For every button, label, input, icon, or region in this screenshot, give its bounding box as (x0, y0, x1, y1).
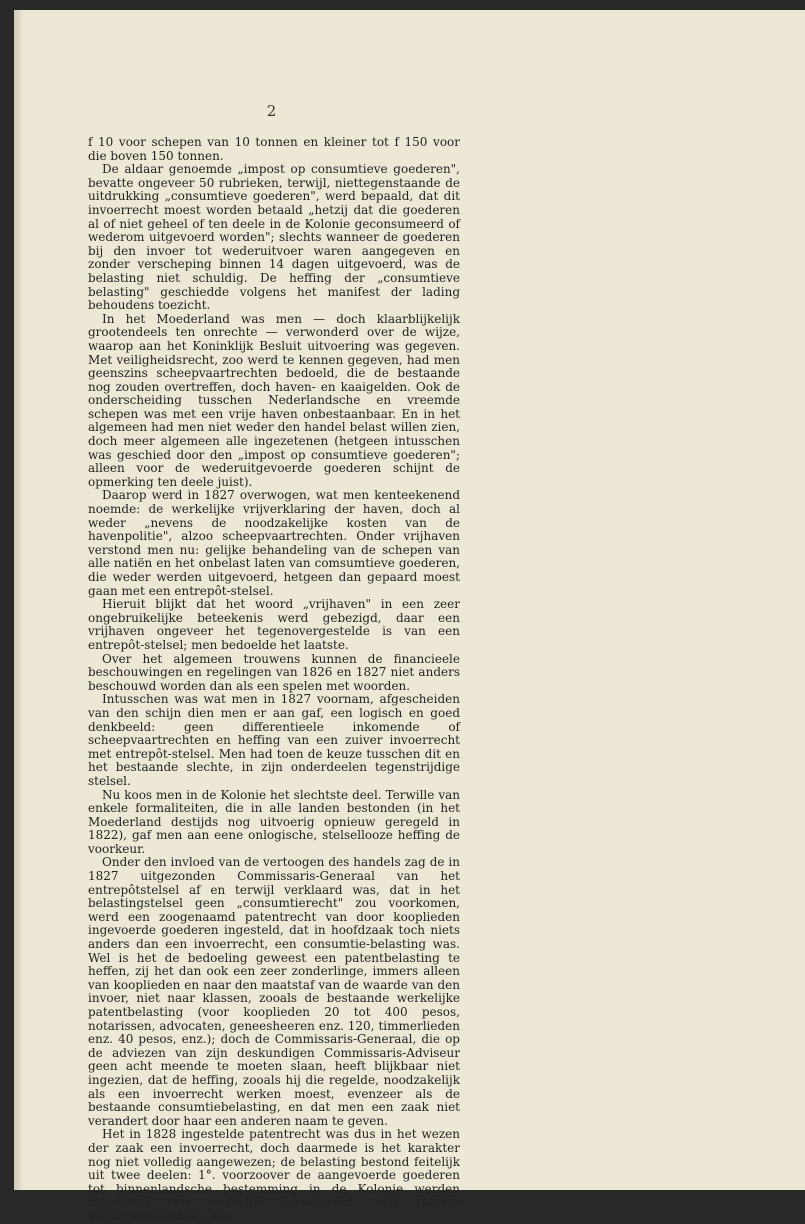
paragraph: f 10 voor schepen van 10 tonnen en kleiner tot f 150 voor die boven 150 tonnen. (88, 135, 460, 163)
paragraph: Daarop werd in 1827 overwogen, wat men kenteekenend noemde: de werkelijke vrijverklaring der haven, doch al weder „nevens de noodzakelijke kosten van de havenpolitie", alzoo scheepvaartrechten. Onder vrijhaven verstond men nu: gelijke behandeling van de schepen van alle natiën en het onbelast laten van comsumtieve goederen, die weder werden uitgevoerd, hetgeen dan gepaard moest gaan met een entrepôt-stelsel. (88, 488, 460, 598)
page-spine-shadow (14, 10, 24, 1190)
paragraph: Over het algemeen trouwens kunnen de financieele beschouwingen en regelingen van 1826 en 1827 niet anders beschouwd worden dan als een spelen met woorden. (88, 651, 460, 693)
paragraph: Onder den invloed van de vertoogen des handels zag de in 1827 uitgezonden Commissaris-Generaal van het entrepôtstelsel af en terwijl verklaard was, dat in het belastingstelsel geen „consumtierecht" zou voorkomen, werd een zoogenaamd patentrecht van door kooplieden ingevoerde goederen ingesteld, dat in hoofdzaak toch niets anders dan een invoerrecht, een consumtie-belasting was. Wel is het de bedoeling geweest een patentbelasting te heffen, zij het dan ook een zeer zonderlinge, immers alleen van kooplieden en naar den maatstaf van de waarde van den invoer, niet naar klassen, zooals de bestaande werkelijke patentbelasting (voor kooplieden 20 tot 400 pesos, notarissen, advocaten, geneesheeren enz. 120, timmerlieden enz. 40 pesos, enz.); doch de Commissaris-Generaal, die op de adviezen van zijn deskundigen Commissaris-Adviseur geen acht meende te moeten slaan, heeft blijkbaar niet ingezien, dat de heffing, zooals hij die regelde, noodzakelijk als een invoerrecht werken moest, evenzeer als de bestaande consumtiebelasting, en dat men een zaak niet verandert door haar een anderen naam te geven. (88, 855, 460, 1128)
page-number: 2 (266, 102, 277, 120)
paragraph: Nu koos men in de Kolonie het slechtste deel. Terwille van enkele formaliteiten, die in alle landen bestonden (in het Moederland destijds nog uitvoerig opnieuw geregeld in 1822), gaf men aan eene onlogische, stelsellooze heffing de voorkeur. (88, 787, 460, 856)
paragraph: In het Moederland was men — doch klaarblijkelijk grootendeels ten onrechte — verwonderd over de wijze, waarop aan het Koninklijk Besluit uitvoering was gegeven. Met veiligheidsrecht, zoo werd te kennen gegeven, had men geenszins scheepvaartrechten bedoeld, die de bestaande nog zouden overtreffen, doch haven- en kaaigelden. Ook de onderscheiding tusschen Nederlandsche en vreemde schepen was met een vrije haven onbestaanbaar. En in het algemeen had men niet weder den handel belast willen zien, doch meer algemeen alle ingezetenen (hetgeen intusschen was geschied door den „impost op consumtieve goederen"; alleen voor de wederuitgevoerde goederen schijnt de opmerking ten deele juist). (88, 311, 460, 489)
paragraph: De aldaar genoemde „impost op consumtieve goederen", bevatte ongeveer 50 rubrieken, terwijl, niettegenstaande de uitdrukking „consumtieve goederen", werd bepaald, dat dit invoerrecht moest worden betaald „hetzij dat die goederen al of niet geheel of ten deele in de Kolonie geconsumeerd of wederom uitgevoerd worden"; slechts wanneer de goederen bij den invoer tot wederuitvoer waren aangegeven en zonder verscheping binnen 14 dagen uitgevoerd, was de belasting niet schuldig. De heffing der „consumtieve belasting" geschiedde volgens het manifest der lading behoudens toezicht. (88, 162, 460, 313)
body-text (88, 136, 460, 1224)
paragraph: Intusschen was wat men in 1827 voornam, afgescheiden van den schijn dien men er aan gaf, een logisch en goed denkbeeld: geen differentieele inkomende of scheepvaartrechten en heffing van een zuiver invoerrecht met entrepôt-stelsel. Men had toen de keuze tusschen dit en het bestaande slechte, in zijn onderdeelen tegenstrijdige stelsel. (88, 692, 460, 788)
paragraph: Het in 1828 ingestelde patentrecht was dus in het wezen der zaak een invoerrecht, doch daarmede is het karakter nog niet volledig aangewezen; de belasting bestond feitelijk uit twee deelen: 1°. voorzoover de aangevoerde goederen tot binnenlandsche bestemming in de Kolonie werden ingevoerd een werkelijk invoerrecht, een zuivere verbruiksbelasting, die (88, 1127, 460, 1223)
document-page (14, 10, 805, 1223)
paragraph: Hieruit blijkt dat het woord „vrijhaven" in een zeer ongebruikelijke beteekenis werd gebezigd, daar een vrijhaven ongeveer het tegenovergestelde is van een entrepôt-stelsel; men bedoelde het laatste. (88, 597, 460, 652)
